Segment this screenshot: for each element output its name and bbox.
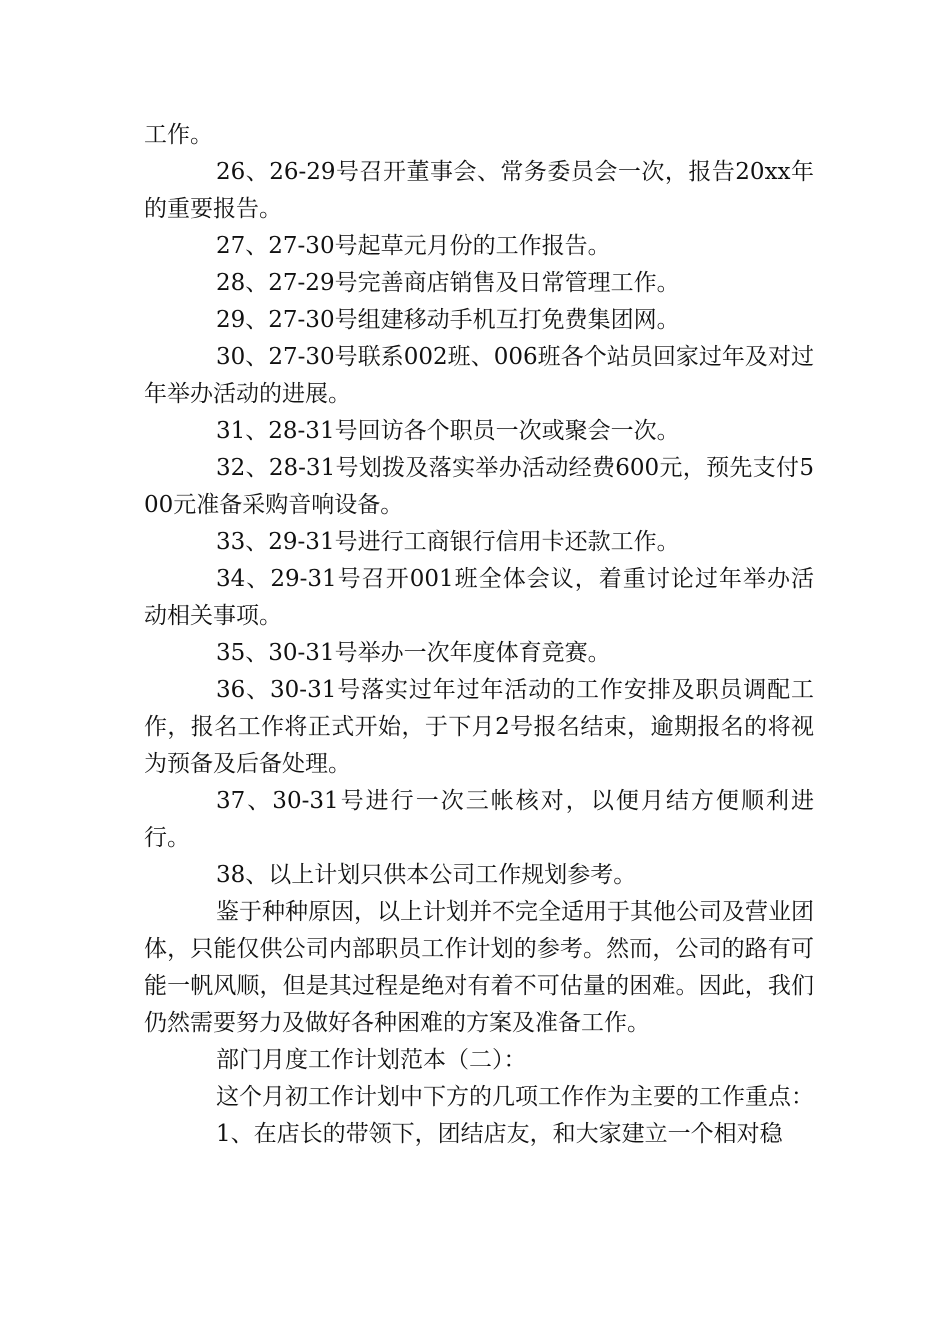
paragraph-item-36: 36、30-31号落实过年过年活动的工作安排及职员调配工作，报名工作将正式开始，于下月2号报名结束，逾期报名的将视为预备及后备处理。: [144, 677, 814, 777]
paragraph-item-38: 38、以上计划只供本公司工作规划参考。: [216, 862, 637, 888]
paragraph-item-33: 33、29-31号进行工商银行信用卡还款工作。: [216, 529, 680, 555]
paragraph-closing-note: 鉴于种种原因，以上计划并不完全适用于其他公司及营业团体，只能仅供公司内部职员工作计划的参考。然而，公司的路有可能一帆风顺，但是其过程是绝对有着不可估量的困难。因此，我们仍然需要努力及做好各种困难的方案及准备工作。: [144, 899, 814, 1036]
paragraph-item-31: 31、28-31号回访各个职员一次或聚会一次。: [216, 418, 680, 444]
document-body: [144, 117, 814, 1153]
paragraph-item-34: 34、29-31号召开001班全体会议，着重讨论过年举办活动相关事项。: [144, 566, 814, 629]
paragraph-continuation: 工作。: [144, 122, 213, 148]
paragraph-item-28: 28、27-29号完善商店销售及日常管理工作。: [216, 270, 680, 296]
paragraph-item-26: 26、26-29号召开董事会、常务委员会一次，报告20xx年的重要报告。: [144, 159, 814, 222]
paragraph-item-37: 37、30-31号进行一次三帐核对，以便月结方便顺利进行。: [144, 788, 814, 851]
paragraph-item-29: 29、27-30号组建移动手机互打免费集团网。: [216, 307, 680, 333]
paragraph-item-27: 27、27-30号起草元月份的工作报告。: [216, 233, 611, 259]
paragraph-intro: 这个月初工作计划中下方的几项工作作为主要的工作重点：: [216, 1084, 814, 1110]
section-heading: 部门月度工作计划范本（二）：: [216, 1047, 527, 1073]
paragraph-item-35: 35、30-31号举办一次年度体育竞赛。: [216, 640, 611, 666]
paragraph-item-30: 30、27-30号联系002班、006班各个站员回家过年及对过年举办活动的进展。: [144, 344, 814, 407]
paragraph-item-1: 1、在店长的带领下，团结店友，和大家建立一个相对稳: [216, 1121, 783, 1147]
paragraph-item-32: 32、28-31号划拨及落实举办活动经费600元，预先支付500元准备采购音响设备。: [144, 455, 814, 518]
